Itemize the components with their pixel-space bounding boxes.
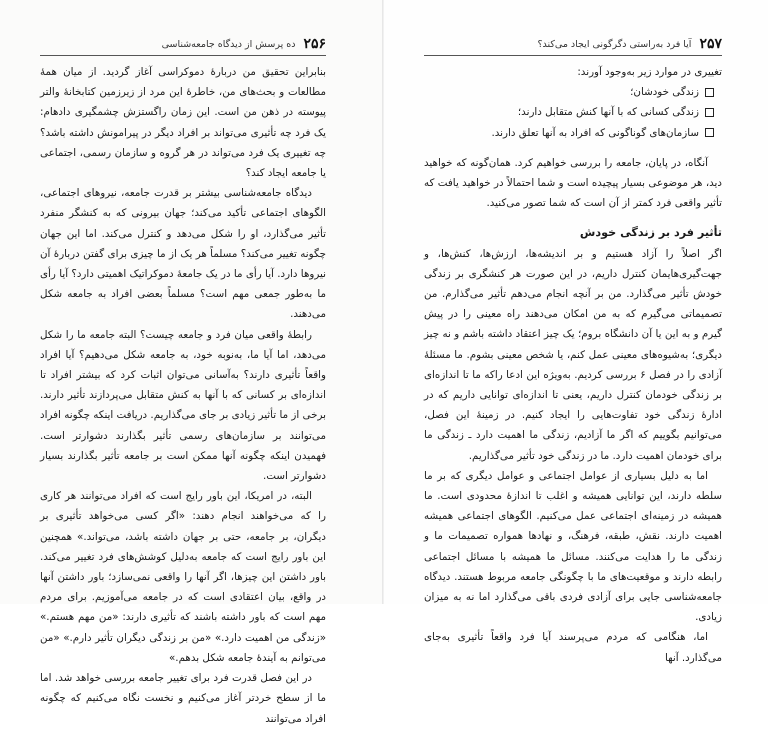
checklist-item [424,102,714,122]
section-paragraph-2: اما به دلیل بسیاری از عوامل اجتماعی و عوامل دیگری که بر ما سلطه دارند، این توانایی همیشه و اغلب تا اندازهٔ محدودی است. ما همیشه در زمینه‌ای اجتماعی عمل می‌کنیم. الگوهای اجتماعی همیشه اهمیت دارند. نقش، طبقه، فرهنگ، و نهادها همواره تصمیمات ما و زندگی ما را هدایت می‌کنند. مسائل ما همیشه با مسائل اجتماعی رابطه دارند و موقعیت‌های ما با چگونگی جامعه مربوط هستند. دیدگاه جامعه‌شناسی جایی برای آزادی فردی باقی می‌گذارد اما نه به میزان زیادی. [424,469,722,624]
checklist [424,82,722,143]
left-page [0,0,384,725]
checklist-item [424,82,714,102]
left-header-rule [40,55,326,56]
left-paragraph-1: بنابراین تحقیق من دربارهٔ دموکراسی آغاز گردید. از میان همهٔ مطالعات و بحث‌های من، خاطرهٔ این مرد از زیرزمین کتابخانهٔ والتر پیوسته در ذهن من است. این زمان راگستزش چشمگیری دادهام: یک فرد چه تأثیری می‌تواند بر افراد دیگر در پیرامونش داشته باشد؟ چه تغییری یک فرد می‌تواند در هر گروه و سازمان رسمی، اجتماعی یا جامعه ایجاد کند؟ [40,66,326,180]
checklist-item-text: زندگی کسانی که با آنها کنش متقابل دارند؛ [517,106,699,119]
spacer [424,213,722,223]
checkbox-square-icon [705,108,714,117]
checklist-item-text: سازمان‌های گوناگونی که افراد به آنها تعلق دارند. [491,126,699,139]
section-heading: تأثیر فرد بر زندگی خودش [579,226,722,240]
right-page-body [424,62,722,668]
checkbox-square-icon [705,88,714,97]
checklist-item [424,123,714,143]
checklist-item-text: زندگی خودشان؛ [630,86,699,99]
left-paragraph-2: دیدگاه جامعه‌شناسی بیشتر بر قدرت جامعه، نیروهای اجتماعی، الگوهای اجتماعی تأکید می‌کند؛ جهان بیرونی که به کنشگر منفرد تأثیر می‌گذارد، او را شکل می‌دهد و کنترل می‌کند. اما این جهان چگونه تغییر می‌کند؟ مسلماً هر یک از ما چیزی برای گفتن دربارهٔ آن نیروها دارد. آیا رأی ما در یک جامعهٔ دموکراتیک اهمیتی دارد؟ آیا رأی ما به‌طور جمعی مهم است؟ مسلماً بعضی افراد به جامعه شکل می‌دهند. [40,187,326,321]
left-paragraph-4: البته، در امریکا، این باور رایج است که افراد می‌توانند هر کاری را که می‌خواهند انجام دهند: «اگر کسی می‌خواهد تأثیری بر دیگران، بر جامعه، حتی بر جهان داشته باشد، می‌تواند.» همچنین این باور رایج است که جامعه به‌دلیل کوشش‌های فرد تغییر می‌کند. باور داشتن این چیزها، اگر آنها را واقعی نمی‌سازد؛ باور داشتن آنها در واقع، بیان اعتقادی است که در جامعه می‌آموزیم. برای مردم مهم است که باور داشته باشند که تأثیری دارند: «من مهم هستم.» «زندگی من اهمیت دارد.» «من بر زندگی دیگران تأثیر دارم.» «من می‌توانم به آیندهٔ جامعه شکل بدهم.» [40,490,326,664]
section-paragraph-1: اگر اصلاً را آزاد هستیم و بر اندیشه‌ها، ارزش‌ها، کنش‌ها، و جهت‌گیری‌هایمان کنترل داریم، در این صورت هر کنشگری بر زندگی خودش تأثیر می‌گذارد. من بر آنچه انجام می‌دهم تأثیر می‌گذارم. من تصمیماتی می‌گیرم که به من امکان می‌دهند راه معینی را در پیش گیرم و به این یا آن دانشگاه بروم؛ یک چیز اعتقاد داشته باشم و نه چیز دیگری؛ به‌شیوه‌های معینی عمل کنم، یا شخص معینی بشوم. ما مسئلهٔ آزادی را در فصل ۶ بررسی کردیم. به‌ویژه این ادعا راکه ما تا اندازه‌ای بر زندگی خودمان کنترل داریم، یعنی تا اندازه‌ای توانایی داریم که در ادارهٔ زندگی خود تفاوت‌هایی را ایجاد کنیم. در زمینهٔ این فصل، می‌توانیم بگوییم که اگر ما آزادیم، زندگی ما اهمیت دارد ـ زندگی ما برای خودمان اهمیت دارد. ما در زندگی خود تأثیر می‌گذاریم. [424,247,722,462]
left-running-head: ده پرسش از دیدگاه جامعه‌شناسی [161,38,296,50]
right-running-head: آیا فرد به‌راستی دگرگونی ایجاد می‌کند؟ [537,38,692,50]
left-paragraph-3: رابطهٔ واقعی میان فرد و جامعه چیست؟ البته جامعه ما را شکل می‌دهد، اما آیا ما، به‌نوبه خود، به جامعه شکل می‌دهیم؟ آیا افراد واقعاً تأثیری دارند؟ به‌آسانی می‌توان اثبات کرد که بیشتر افراد تا اندازه‌ای بر کسانی که با آنها به کنش متقابل می‌پردازند تأثیر دارند. برخی از ما تأثیر زیادی بر جای می‌گذاریم. دریافت اینکه چگونه افراد می‌توانند بر سازمان‌های رسمی تأثیر بگذارند دشوارتر است. فهمیدن اینکه چگونه آنها ممکن است بر جامعه تأثیر بگذارند بسیار دشوارتر است. [40,328,326,483]
right-intro-line: تغییری در موارد زیر به‌وجود آورند: [577,66,722,78]
right-paragraph-after-list: آنگاه، در پایان، جامعه را بررسی خواهیم کرد. همان‌گونه که خواهید دید، هر موضوعی بسیار پیچیده است و شما احتمالاً در خواهید یافت که تأثیر واقعی فرد کمتر از آن است که شما تصور می‌کنید. [424,156,722,210]
right-page [384,0,768,664]
right-header-rule [424,55,722,56]
checkbox-square-icon [705,128,714,137]
spacer [424,143,722,153]
right-page-number: ۲۵۷ [699,36,722,52]
left-paragraph-5: در این فصل قدرت فرد برای تغییر جامعه بررسی خواهد شد. اما ما از سطح خردتر آغاز می‌کنیم و نخست نگاه می‌کنیم که چگونه افراد می‌توانند [40,672,326,725]
left-page-header [40,36,326,52]
left-page-body [40,62,326,729]
section-paragraph-3: اما، هنگامی که مردم می‌پرسند آیا فرد واقعاً تأثیری به‌جای می‌گذارد. آنها [424,631,722,664]
left-page-number: ۲۵۶ [303,36,326,52]
right-page-header [424,36,722,52]
